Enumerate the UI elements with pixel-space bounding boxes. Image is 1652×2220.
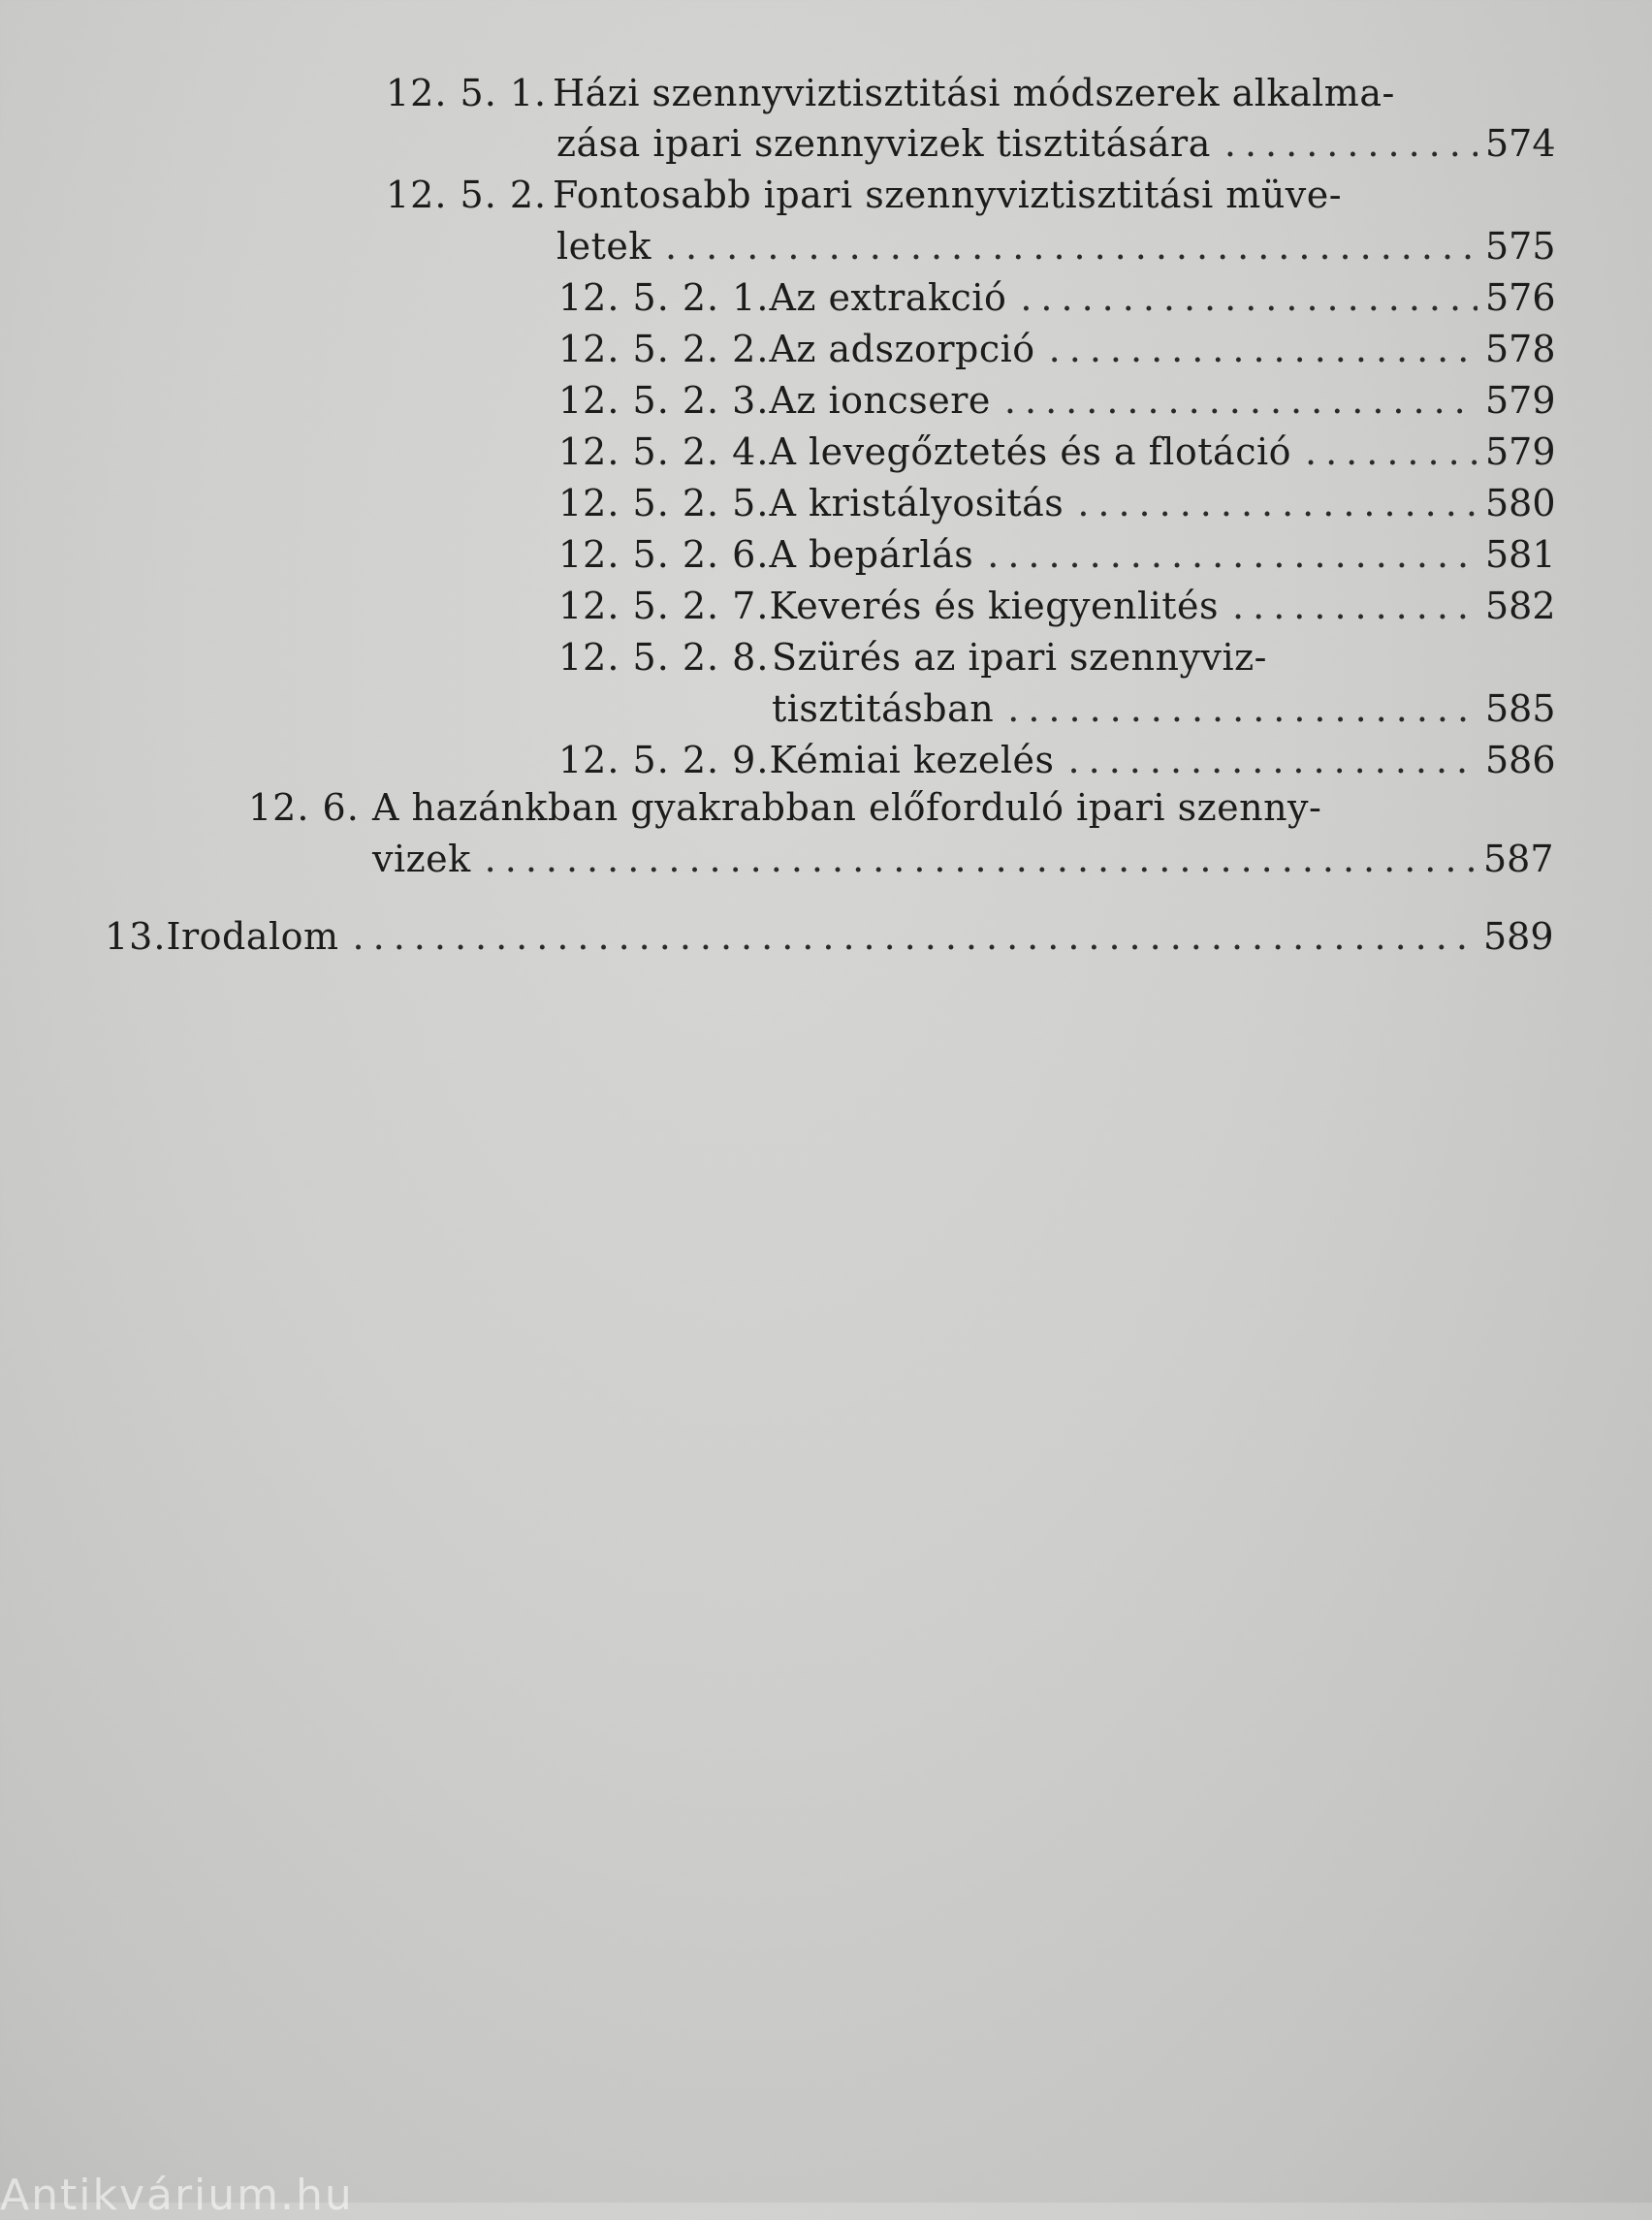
toc-entry-12-5-2-line1 (386, 170, 1342, 220)
toc-entry-12-5-2-8-line1 (558, 632, 1267, 682)
toc-entry-title: Irodalom (166, 915, 339, 958)
toc-entry-13 (105, 911, 1554, 962)
toc-page-number: 580 (1485, 482, 1556, 524)
toc-entry-title: Házi szennyviztisztitási módszerek alkalma- (553, 72, 1395, 114)
toc-entry-title: Az extrakció (769, 276, 1007, 319)
toc-leader-dots (353, 911, 1476, 962)
toc-entry-number: 12. 5. 2. 5. (558, 482, 770, 524)
toc-page-number: 587 (1483, 838, 1554, 880)
toc-leader-dots (1077, 478, 1477, 528)
toc-entry-number: 12. 5. 2. 4. (558, 430, 770, 473)
toc-entry-12-5-2-2 (558, 324, 1556, 374)
toc-entry-number: 13. (105, 915, 167, 958)
toc-entry-title: A kristályositás (769, 482, 1064, 524)
toc-page-number: 582 (1485, 585, 1556, 627)
toc-entry-12-5-2-4 (558, 427, 1556, 477)
watermark: Antikvárium.hu (0, 2171, 354, 2220)
toc-entry-number: 12. 5. 2. 6. (558, 533, 770, 576)
toc-entry-title: Az adszorpció (769, 328, 1035, 370)
toc-entry-title: Szürés az ipari szennyviz- (772, 636, 1267, 679)
toc-entry-number: 12. 5. 2. 3. (558, 379, 770, 422)
toc-page-number: 575 (1485, 225, 1556, 268)
toc-page-number: 579 (1485, 430, 1556, 473)
toc-leader-dots (1004, 375, 1477, 426)
toc-entry-12-5-1-line1 (386, 68, 1395, 118)
toc-entry-12-5-2-6 (558, 529, 1556, 580)
toc-entry-number: 12. 5. 2. 2. (558, 328, 770, 370)
toc-leader-dots (1020, 272, 1477, 323)
toc-entry-12-5-2-8-line2 (772, 683, 1556, 734)
toc-entry-title-continued: vizek (372, 838, 471, 880)
toc-entry-title: A bepárlás (769, 533, 974, 576)
toc-leader-dots (485, 834, 1476, 884)
toc-entry-number: 12. 5. 2. 9. (558, 739, 770, 781)
toc-leader-dots (1305, 427, 1477, 477)
toc-entry-number: 12. 5. 1. (386, 72, 548, 114)
toc-page-number: 586 (1485, 739, 1556, 781)
toc-entry-title-continued: zása ipari szennyvizek tisztitására (556, 122, 1211, 165)
toc-entry-title: Fontosabb ipari szennyviztisztitási müve- (553, 174, 1343, 216)
toc-entry-12-5-2-9 (558, 735, 1556, 785)
toc-entry-number: 12. 5. 2. (386, 174, 548, 216)
toc-entry-title-continued: tisztitásban (772, 687, 995, 730)
toc-entry-12-5-2-7 (558, 581, 1556, 631)
toc-entry-12-6-line1 (248, 782, 1321, 833)
toc-page-number: 578 (1485, 328, 1556, 370)
toc-entry-title: Az ioncsere (769, 379, 991, 422)
toc-leader-dots (987, 529, 1477, 580)
toc-entry-title: A hazánkban gyakrabban előforduló ipari szenny- (372, 786, 1322, 829)
toc-page-number: 576 (1485, 276, 1556, 319)
toc-entry-number: 12. 5. 2. 1. (558, 276, 770, 319)
toc-entry-title: Keverés és kiegyenlités (769, 585, 1220, 627)
toc-leader-dots (1049, 324, 1477, 374)
toc-entry-title-continued: letek (556, 225, 651, 268)
toc-leader-dots (1007, 683, 1477, 734)
toc-page-number: 585 (1485, 687, 1556, 730)
toc-entry-number: 12. 6. (248, 786, 360, 829)
toc-entry-title: A levegőztetés és a flotáció (769, 430, 1292, 473)
toc-page-number: 581 (1485, 533, 1556, 576)
toc-entry-number: 12. 5. 2. 8. (558, 636, 770, 679)
toc-page-number: 579 (1485, 379, 1556, 422)
toc-leader-dots (1068, 735, 1477, 785)
toc-entry-12-6-line2 (372, 834, 1554, 884)
toc-entry-12-5-2-1 (558, 272, 1556, 323)
toc-entry-number: 12. 5. 2. 7. (558, 585, 770, 627)
toc-entry-12-5-1-line2 (556, 118, 1556, 169)
toc-page-number: 574 (1485, 122, 1556, 165)
toc-entry-12-5-2-5 (558, 478, 1556, 528)
toc-entry-title: Kémiai kezelés (769, 739, 1055, 781)
toc-leader-dots (665, 221, 1477, 271)
toc-leader-dots (1232, 581, 1477, 631)
toc-leader-dots (1224, 118, 1477, 169)
toc-entry-12-5-2-3 (558, 375, 1556, 426)
toc-entry-12-5-2-line2 (556, 221, 1556, 271)
toc-page-number: 589 (1483, 915, 1554, 958)
